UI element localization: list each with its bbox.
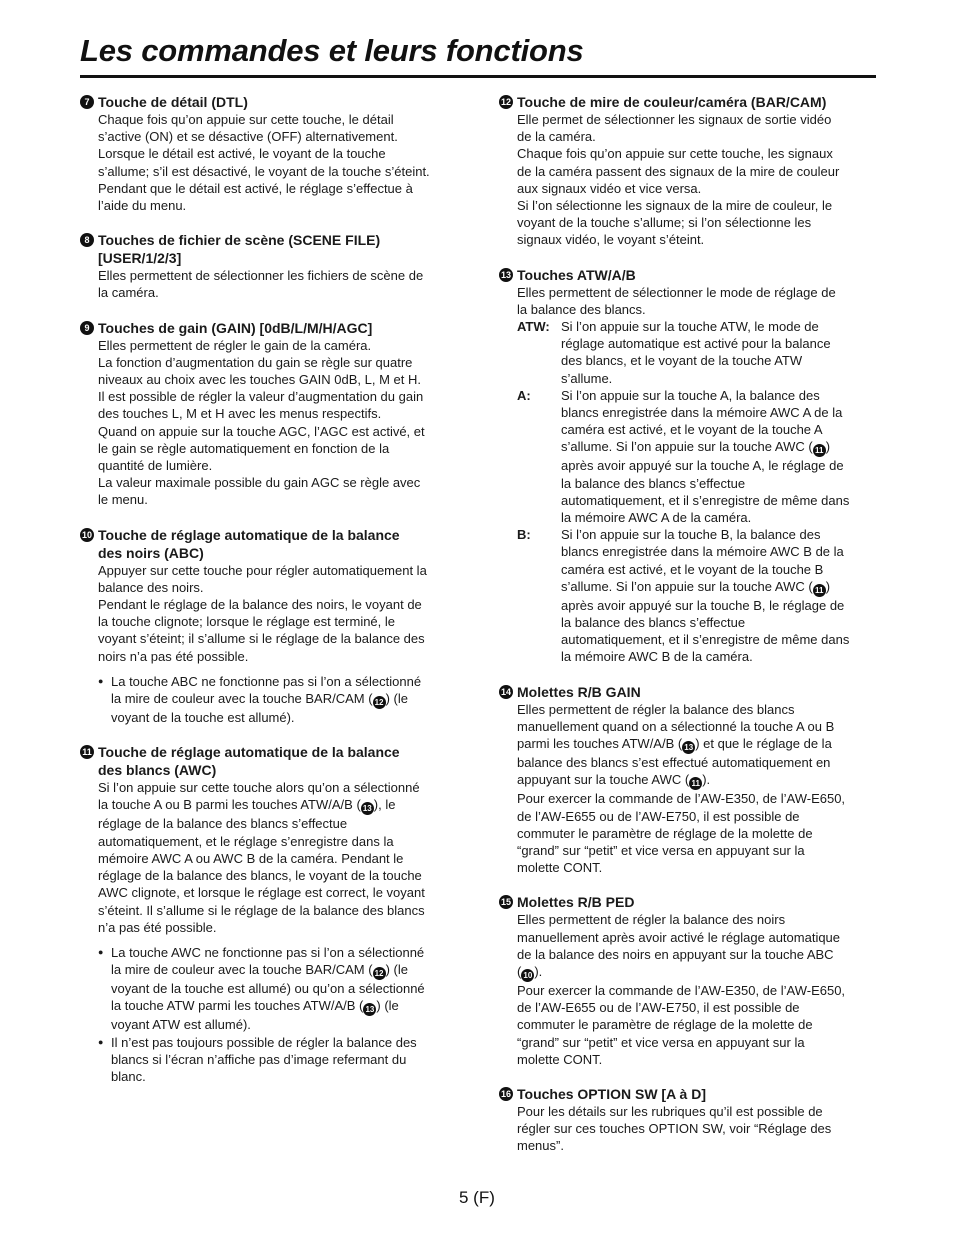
- body-line-part: ), le: [373, 797, 396, 813]
- body-line-part: ).: [534, 963, 543, 979]
- section-option-sw: [499, 1085, 876, 1155]
- definition-description: [561, 526, 849, 665]
- body-line: la mire de couleur avec la touche BAR/CAM (: [111, 691, 373, 707]
- section-heading: Molettes R/B GAIN: [517, 683, 641, 700]
- body-line: la touche clignote; lorsque le réglage est terminé, le: [98, 614, 396, 630]
- body-line: la mire de couleur avec la touche BAR/CAM (: [111, 962, 373, 978]
- body-line: s’allume.: [561, 370, 613, 386]
- section-number-badge: 7: [80, 95, 94, 109]
- body-line: Pour exercer la commande de l’AW-E350, de l’AW-E650,: [517, 982, 846, 998]
- reference-number-icon: 13: [363, 1003, 376, 1016]
- body-line: blancs si l’écran n’affiche pas d’image refermant du: [111, 1051, 407, 1067]
- body-line: régler sur ces touches OPTION SW, voir “Réglage des: [517, 1121, 832, 1137]
- body-line: s’allume; s’il est désactivé, le voyant de la touche s’éteint.: [98, 163, 430, 179]
- body-line: ) (le: [385, 962, 408, 978]
- reference-number-icon: 13: [682, 741, 695, 754]
- definition-b: [517, 526, 876, 665]
- body-line: Si l’on appuie sur la touche ATW, le mode de: [561, 319, 819, 335]
- section-number-badge: 13: [500, 269, 511, 280]
- body-line: la balance des blancs s’effectue: [561, 475, 746, 491]
- section-number-badge: 9: [80, 321, 94, 335]
- body-line: voyant de la touche est allumé).: [111, 710, 295, 726]
- body-line: aux signaux vidéo et vice versa.: [517, 180, 702, 196]
- body-line: la balance des blancs.: [517, 301, 646, 317]
- body-line: La touche AWC ne fonctionne pas si l’on a sélectionné: [111, 944, 425, 960]
- body-line: signaux vidéo, le voyant s’éteint.: [517, 232, 705, 248]
- body-line: le menu.: [98, 492, 148, 508]
- section-heading: des blancs (AWC): [98, 762, 217, 779]
- body-line: s’allume. Si l’on appuie sur la touche AWC (: [561, 439, 813, 455]
- section-heading: [USER/1/2/3]: [98, 250, 182, 267]
- body-line: automatiquement, et il s’enregistre de même dans: [561, 492, 850, 508]
- body-line-part: parmi les touches ATW/A/B (: [517, 736, 683, 752]
- body-line: Il est possible de régler la valeur d’augmentation du gain: [98, 389, 424, 405]
- body-line: ): [825, 439, 831, 455]
- body-line: ) (le: [385, 691, 408, 707]
- body-line: niveaux au choix avec les touches GAIN 0dB, L, M et H.: [98, 372, 421, 388]
- body-line: “grand” sur “petit” et vice versa en appuyant sur la: [517, 842, 805, 858]
- body-line: automatiquement, et il s’enregistre de même dans: [561, 632, 850, 648]
- body-line: La fonction d’augmentation du gain se règle sur quatre: [98, 354, 413, 370]
- body-line: commuter le paramètre de réglage de la molette de: [517, 825, 813, 841]
- body-line-part: appuyant sur la touche AWC (: [517, 772, 690, 788]
- body-line: blanc.: [111, 1068, 146, 1084]
- section-abc: [80, 526, 457, 727]
- body-line: balance des blancs s’est effectué automatiquement en: [517, 755, 831, 771]
- body-line: Appuyer sur cette touche pour régler automatiquement la: [98, 562, 427, 578]
- body-line: voyant de la touche s’allume; si l’on sélectionne les: [517, 215, 812, 231]
- title-rule: [80, 75, 876, 78]
- body-line: Il n’est pas toujours possible de régler la balance des: [111, 1034, 417, 1050]
- body-line: Elles permettent de sélectionner les fichiers de scène de: [98, 268, 424, 284]
- section-heading: Touches de fichier de scène (SCENE FILE): [98, 232, 381, 249]
- section-scene-file: [80, 231, 457, 301]
- body-line: [517, 963, 876, 982]
- body-line: voyant ATW est allumé).: [111, 1017, 251, 1033]
- body-line: automatiquement, et le réglage s’enregistre dans la: [98, 833, 394, 849]
- body-line: mémoire AWC A ou AWC B de la caméra. Pendant le: [98, 850, 404, 866]
- reference-number-icon: 11: [689, 777, 702, 790]
- section-number-badge: 12: [500, 97, 511, 107]
- section-awc: [80, 743, 457, 1085]
- body-line: des blancs, et le voyant de la touche ATW: [561, 353, 803, 369]
- note-list: [98, 673, 457, 726]
- body-line-part: ).: [702, 772, 711, 788]
- body-line: s’éteint. Il s’allume si le réglage de la balance des blancs: [98, 902, 425, 918]
- body-line: s’active (ON) et se désactive (OFF) alternativement.: [98, 129, 398, 145]
- body-line: Elles permettent de régler le gain de la caméra.: [98, 337, 372, 353]
- body-line: Si l’on appuie sur la touche A, la balance des: [561, 387, 820, 403]
- section-heading: Touches ATW/A/B: [517, 266, 636, 283]
- body-line: n’a pas été possible.: [98, 919, 217, 935]
- left-column: [80, 93, 457, 1102]
- body-line: noirs n’a pas été possible.: [98, 648, 249, 664]
- body-line: Si l’on appuie sur la touche B, la balance des: [561, 527, 821, 543]
- body-line: réglage de la balance des blancs s’effectue: [98, 816, 348, 832]
- section-heading: Touches OPTION SW [A à D]: [517, 1085, 707, 1102]
- section-number-badge: 16: [500, 1088, 511, 1099]
- reference-number-icon: 12: [373, 967, 386, 980]
- body-line: Pendant que le détail est activé, le réglage s’effectue à: [98, 180, 413, 196]
- section-rb-gain: [499, 683, 876, 877]
- body-line: menus”.: [517, 1138, 564, 1154]
- section-heading: Touche de réglage automatique de la balance: [98, 526, 400, 543]
- note-bullet: [98, 1034, 457, 1086]
- section-heading: Touche de réglage automatique de la balance: [98, 744, 400, 761]
- body-line: la caméra.: [98, 285, 159, 301]
- body-line: le gain se règle automatiquement en fonction de la: [98, 440, 390, 456]
- body-line: de l’AW-E655 ou de l’AW-E750, il est possible de: [517, 808, 800, 824]
- reference-number-icon: 11: [813, 584, 826, 597]
- body-line: voyant s’éteint; il s’allume si le réglage de la balance des: [98, 631, 425, 647]
- definition-a: [517, 387, 876, 526]
- body-line: après avoir appuyé sur la touche A, le réglage de: [561, 458, 844, 474]
- body-line: Elles permettent de régler la balance des noirs: [517, 912, 786, 928]
- body-line-part: (: [517, 963, 522, 979]
- body-line: s’allume. Si l’on appuie sur la touche AWC (: [561, 578, 813, 594]
- body-line: de l’AW-E655 ou de l’AW-E750, il est possible de: [517, 1000, 800, 1016]
- body-line: Lorsque le détail est activé, le voyant de la touche: [98, 146, 386, 162]
- body-line: manuellement après avoir activé le réglage automatique: [517, 929, 841, 945]
- reference-number-icon: 13: [361, 802, 374, 815]
- body-line: [517, 735, 876, 754]
- reference-number-icon: 11: [813, 444, 826, 457]
- body-line: Elles permettent de régler la balance des blancs: [517, 701, 795, 717]
- body-line: de la balance des noirs en appuyant sur la touche ABC: [517, 946, 834, 962]
- section-heading: des noirs (ABC): [98, 544, 204, 561]
- body-line: caméra est activé, et le voyant de la touche A: [561, 422, 823, 438]
- body-line: AWC clignote, et lorsque le réglage est correct, le voyant: [98, 885, 425, 901]
- note-list: [98, 944, 457, 1085]
- body-line: quantité de lumière.: [98, 458, 213, 474]
- body-line: la mémoire AWC B de la caméra.: [561, 649, 753, 665]
- definition-atw: [517, 318, 876, 387]
- body-line: ): [825, 578, 831, 594]
- section-heading: Molettes R/B PED: [517, 894, 635, 911]
- section-number-badge: 15: [500, 897, 511, 908]
- body-line: Elle permet de sélectionner les signaux de sortie vidéo: [517, 112, 832, 127]
- body-line: la touche ATW parmi les touches ATW/A/B (: [111, 998, 364, 1014]
- body-line: molette CONT.: [517, 1051, 603, 1067]
- body-line: réglage de la balance des blancs, le voyant de la touche: [98, 868, 422, 884]
- page-title: Les commandes et leurs fonctions: [80, 33, 584, 68]
- body-line: La touche ABC ne fonctionne pas si l’on a sélectionné: [111, 673, 422, 689]
- body-line: ) (le: [376, 998, 399, 1014]
- body-line: de la caméra passent des signaux de la mire de couleur: [517, 163, 840, 179]
- body-line: [517, 771, 876, 790]
- body-line: l’aide du menu.: [98, 198, 187, 214]
- note-bullet: [98, 673, 457, 726]
- body-line: réglage automatique est activé pour la balance: [561, 336, 831, 352]
- note-bullet: [98, 944, 457, 1034]
- section-bar-cam: [499, 93, 876, 249]
- body-line: après avoir appuyé sur la touche B, le réglage de: [561, 597, 845, 613]
- body-line: Elles permettent de sélectionner le mode de réglage de: [517, 284, 836, 300]
- body-line: Si l’on sélectionne les signaux de la mire de couleur, le: [517, 198, 833, 214]
- body-line: Si l’on appuie sur cette touche alors qu’on a sélectionné: [98, 780, 420, 796]
- body-line: des touches L, M et H avec les menus respectifs.: [98, 406, 382, 422]
- body-line: de la caméra.: [517, 129, 596, 145]
- definition-description: [561, 387, 849, 526]
- reference-number-icon: 10: [521, 969, 534, 982]
- section-number-badge: 10: [81, 529, 92, 540]
- body-line: voyant de la touche est allumé) ou qu’on a sélectionné: [111, 981, 425, 997]
- reference-number-icon: 12: [373, 696, 386, 709]
- body-line: Chaque fois qu’on appuie sur cette touche, le détail: [98, 112, 394, 127]
- body-line: Pour exercer la commande de l’AW-E350, de l’AW-E650,: [517, 791, 846, 807]
- definition-term: ATW:: [517, 319, 550, 335]
- body-line: la balance des blancs s’effectue: [561, 615, 746, 631]
- right-column: [499, 93, 876, 1172]
- section-rb-ped: [499, 893, 876, 1068]
- section-number-badge: 11: [80, 745, 94, 759]
- body-line: manuellement quand on a sélectionné la touche A ou B: [517, 718, 835, 734]
- section-heading: Touches de gain (GAIN) [0dB/L/M/H/AGC]: [98, 319, 373, 336]
- section-gain: [80, 319, 457, 509]
- section-number-badge: 8: [80, 233, 94, 247]
- body-line: “grand” sur “petit” et vice versa en appuyant sur la: [517, 1034, 805, 1050]
- body-line: la mémoire AWC A de la caméra.: [561, 510, 752, 526]
- body-line: La valeur maximale possible du gain AGC se règle avec: [98, 475, 421, 491]
- body-line: blancs enregistrée dans la mémoire AWC A de la: [561, 405, 843, 421]
- section-dtl: [80, 93, 457, 214]
- body-line-part: la touche A ou B parmi les touches ATW/A/B (: [98, 797, 361, 813]
- section-heading: Touche de mire de couleur/caméra (BAR/CAM): [517, 94, 827, 110]
- body-line: Chaque fois qu’on appuie sur cette touche, les signaux: [517, 146, 833, 162]
- body-line: commuter le paramètre de réglage de la molette de: [517, 1017, 813, 1033]
- page-number: 5 (F): [459, 1188, 495, 1207]
- body-line: Pendant le réglage de la balance des noirs, le voyant de: [98, 597, 422, 613]
- body-line: Quand on appuie sur la touche AGC, l’AGC est activé, et: [98, 423, 425, 439]
- body-line: blancs enregistrée dans la mémoire AWC B de la: [561, 544, 844, 560]
- section-heading: Touche de détail (DTL): [98, 94, 248, 110]
- definition-term: A:: [517, 387, 531, 403]
- body-line-part: ) et que le réglage de la: [695, 736, 832, 752]
- body-line: Pour les détails sur les rubriques qu’il est possible de: [517, 1103, 823, 1119]
- definition-term: B:: [517, 527, 531, 543]
- section-atw-a-b: [499, 266, 876, 666]
- body-line: [98, 796, 457, 815]
- body-line: caméra est activé, et le voyant de la touche B: [561, 561, 824, 577]
- body-line: molette CONT.: [517, 860, 603, 876]
- definition-description: [561, 318, 831, 387]
- body-line: balance des noirs.: [98, 579, 204, 595]
- section-number-badge: 14: [500, 686, 511, 697]
